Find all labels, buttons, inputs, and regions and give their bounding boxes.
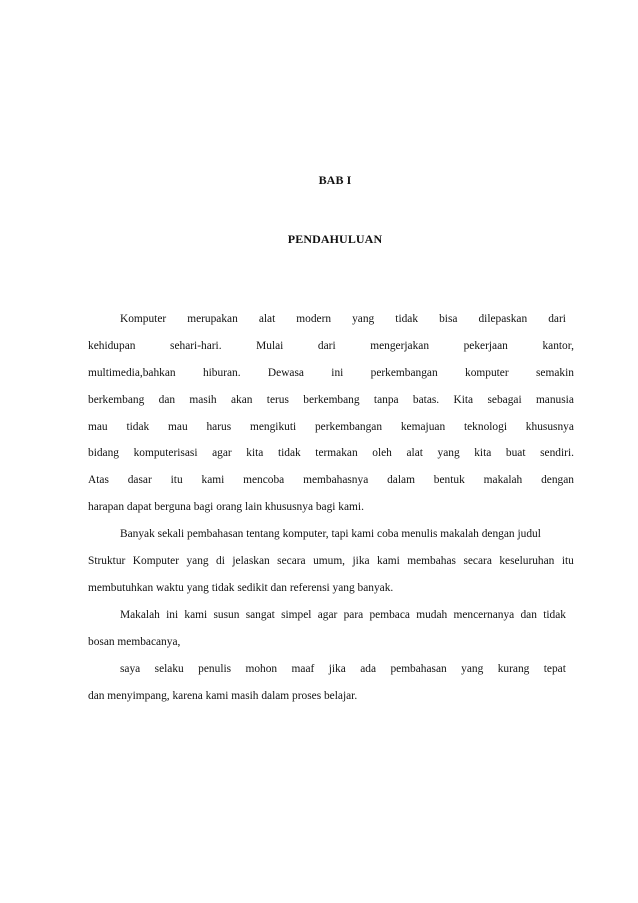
word: penulis [198,663,232,675]
word: dasar [127,474,152,486]
word: harus [206,421,232,433]
word: tepat [543,663,566,675]
word: mau [168,421,188,433]
word: Dewasa [267,367,304,379]
paragraph-line [120,662,566,676]
word: pembaca [369,609,410,621]
word: batas. [412,394,440,406]
word: mengikuti [249,421,297,433]
word: Mulai [256,340,284,352]
word: Komputer [132,555,179,567]
word: simpel [281,609,312,621]
word: pembahasan [390,663,447,675]
word: sehari-hari. [170,340,222,352]
word: kami [377,555,400,567]
word: tidak [543,609,566,621]
word: jika [352,555,370,567]
word: akan [230,394,253,406]
word: Atas [88,474,109,486]
word: kita [246,447,264,459]
word: merupakan [187,313,238,325]
word: yang [437,447,460,459]
word: keseluruhan [499,555,555,567]
word: komputerisasi [133,447,198,459]
word: itu [170,474,183,486]
word: jika [328,663,346,675]
word: kami [201,474,225,486]
chapter-heading: BAB I [318,173,352,187]
word: tanpa [373,394,399,406]
word: dalam [387,474,415,486]
paragraph-line [88,554,574,568]
word: alat [258,313,276,325]
word: dan [158,394,176,406]
word: secara [463,555,492,567]
paragraph-line [120,312,566,326]
word: perkembangan [314,421,383,433]
paragraph-line [88,339,574,353]
word: dari [317,340,336,352]
word: Struktur [88,555,126,567]
word: khususnya [525,421,574,433]
word: perkembangan [370,367,438,379]
word: terus [266,394,289,406]
word: membahas [407,555,456,567]
word: yang [352,313,375,325]
word: kita [474,447,492,459]
word: sendiri. [540,447,574,459]
word: ada [360,663,377,675]
paragraph-line [88,366,574,380]
word: susun [213,609,240,621]
word: ini [166,609,179,621]
word: Kita [453,394,474,406]
word: bisa [439,313,458,325]
word: selaku [154,663,184,675]
word: sebagai [487,394,522,406]
word: yang [186,555,209,567]
paragraph-line: membutuhkan waktu yang tidak sedikit dan referensi yang banyak. [88,582,394,594]
word: sangat [245,609,275,621]
paragraph-line [88,393,574,407]
word: ini [331,367,344,379]
word: membahasnya [303,474,369,486]
word: alat [406,447,423,459]
word: di [216,555,225,567]
word: mau [88,421,108,433]
word: teknologi [463,421,507,433]
paragraph-line: dan menyimpang, karena kami masih dalam proses belajar. [88,690,358,702]
word: yang [461,663,484,675]
paragraph-line: harapan dapat berguna bagi orang lain khususnya bagi kami. [88,501,364,513]
word: Komputer [120,313,167,325]
paragraph-line: Banyak sekali pembahasan tentang komputer, tapi kami coba menulis makalah dengan judul [120,528,541,540]
word: maaf [291,663,315,675]
word: mencoba [243,474,285,486]
word: modern [296,313,332,325]
word: mencernanya [453,609,515,621]
word: Makalah [120,609,160,621]
word: agar [317,609,338,621]
word: saya [120,663,141,675]
paragraph-line: bosan membacanya, [88,636,181,648]
word: secara [277,555,306,567]
word: termakan [315,447,358,459]
word: mohon [245,663,278,675]
word: buat [505,447,526,459]
word: bentuk [433,474,465,486]
word: hiburan. [202,367,241,379]
word: bidang [88,447,120,459]
word: manusia [535,394,574,406]
word: komputer [465,367,509,379]
paragraph-line [120,608,566,622]
word: agar [212,447,232,459]
word: mudah [416,609,448,621]
word: mengerjakan [370,340,430,352]
word: umum, [313,555,346,567]
word: berkembang [303,394,360,406]
word: dilepaskan [478,313,528,325]
word: dan [520,609,537,621]
word: kami [184,609,208,621]
word: tidak [277,447,301,459]
word: berkembang [88,394,145,406]
word: dengan [541,474,574,486]
paragraph-line [88,446,574,460]
word: makalah [483,474,523,486]
word: tidak [126,421,150,433]
paragraph-line [88,473,574,487]
word: kehidupan [88,340,136,352]
word: para [343,609,364,621]
word: itu [561,555,574,567]
word: jelaskan [232,555,270,567]
word: oleh [372,447,392,459]
word: multimedia,bahkan [88,367,176,379]
word: kantor, [542,340,574,352]
word: pekerjaan [463,340,508,352]
word: kurang [497,663,530,675]
word: tidak [395,313,419,325]
word: dari [548,313,566,325]
paragraph-line [88,420,574,434]
word: semakin [535,367,574,379]
chapter-title: PENDAHULUAN [287,232,383,246]
word: masih [189,394,217,406]
word: kemajuan [400,421,446,433]
